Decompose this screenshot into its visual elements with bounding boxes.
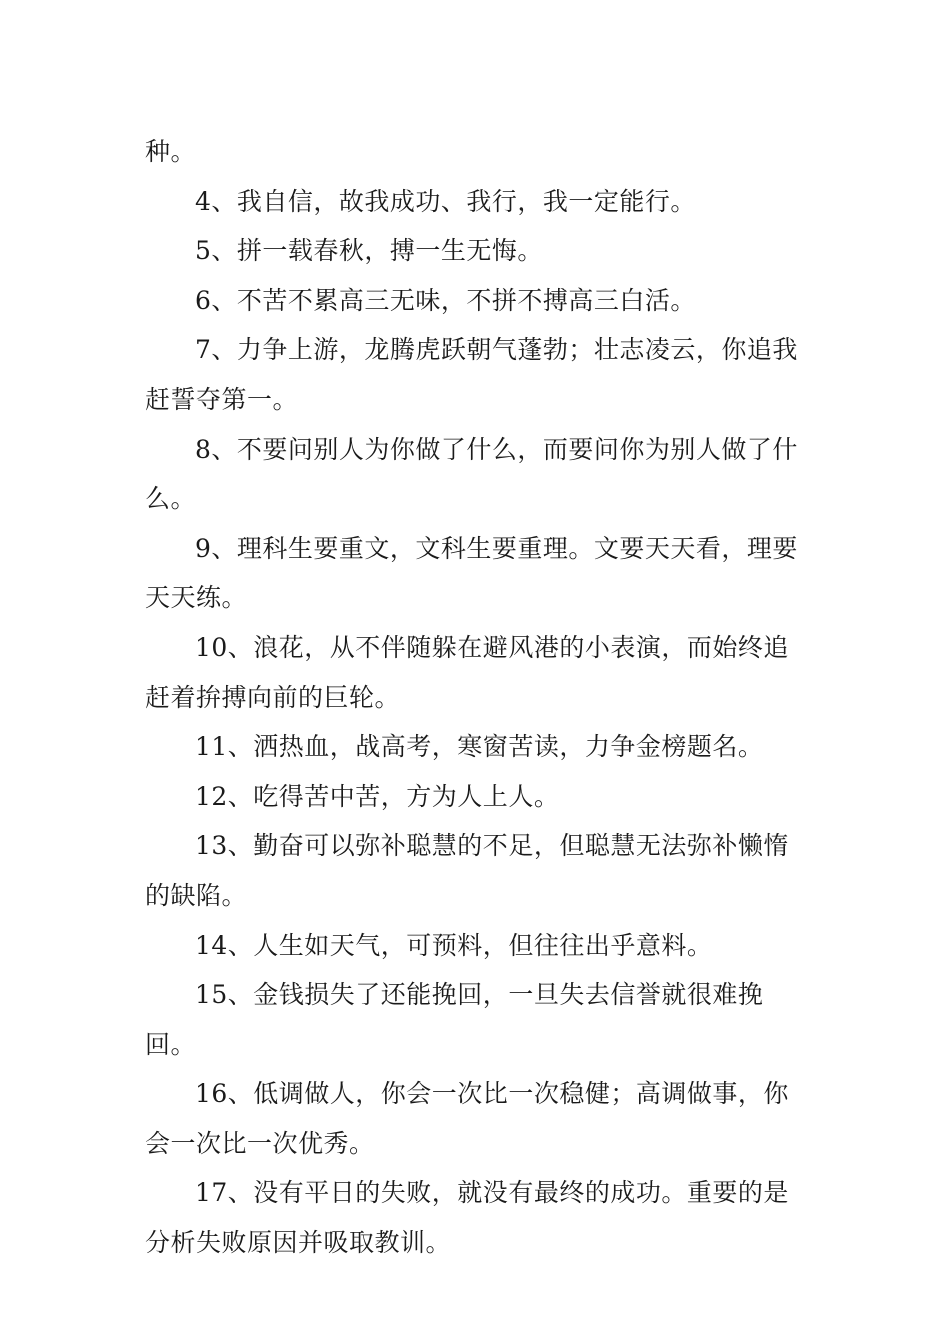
paragraph-9: 12、吃得苦中苦，方为人上人。: [195, 781, 560, 811]
paragraph-11: 14、人生如天气，可预料，但往往出乎意料。: [195, 930, 713, 960]
document-body: [145, 127, 807, 1268]
paragraph-6: 9、理科生要重文，文科生要重理。文要天天看，理要天天练。: [145, 533, 798, 613]
paragraph-0: 种。: [145, 137, 197, 166]
paragraph-8: 11、洒热血，战高考，寒窗苦读，力争金榜题名。: [195, 732, 764, 762]
paragraph-3: 6、不苦不累高三无味，不拼不搏高三白活。: [195, 285, 696, 315]
paragraph-1: 4、我自信，故我成功、我行，我一定能行。: [195, 186, 696, 216]
paragraph-10: 13、勤奋可以弥补聪慧的不足，但聪慧无法弥补懒惰的缺陷。: [145, 831, 789, 910]
paragraph-2: 5、拼一载春秋，搏一生无悔。: [195, 236, 543, 266]
paragraph-14: 17、没有平日的失败，就没有最终的成功。重要的是分析失败原因并吸取教训。: [145, 1178, 789, 1258]
paragraph-12: 15、金钱损失了还能挽回，一旦失去信誉就很难挽回。: [145, 980, 764, 1059]
paragraph-7: 10、浪花，从不伴随躲在避风港的小表演，而始终追赶着拚搏向前的巨轮。: [145, 632, 789, 712]
paragraph-4: 7、力争上游，龙腾虎跃朝气蓬勃；壮志凌云，你追我赶誓夺第一。: [145, 335, 798, 414]
paragraph-13: 16、低调做人，你会一次比一次稳健；高调做事，你会一次比一次优秀。: [145, 1079, 789, 1158]
paragraph-5: 8、不要问别人为你做了什么，而要问你为别人做了什么。: [145, 434, 798, 514]
